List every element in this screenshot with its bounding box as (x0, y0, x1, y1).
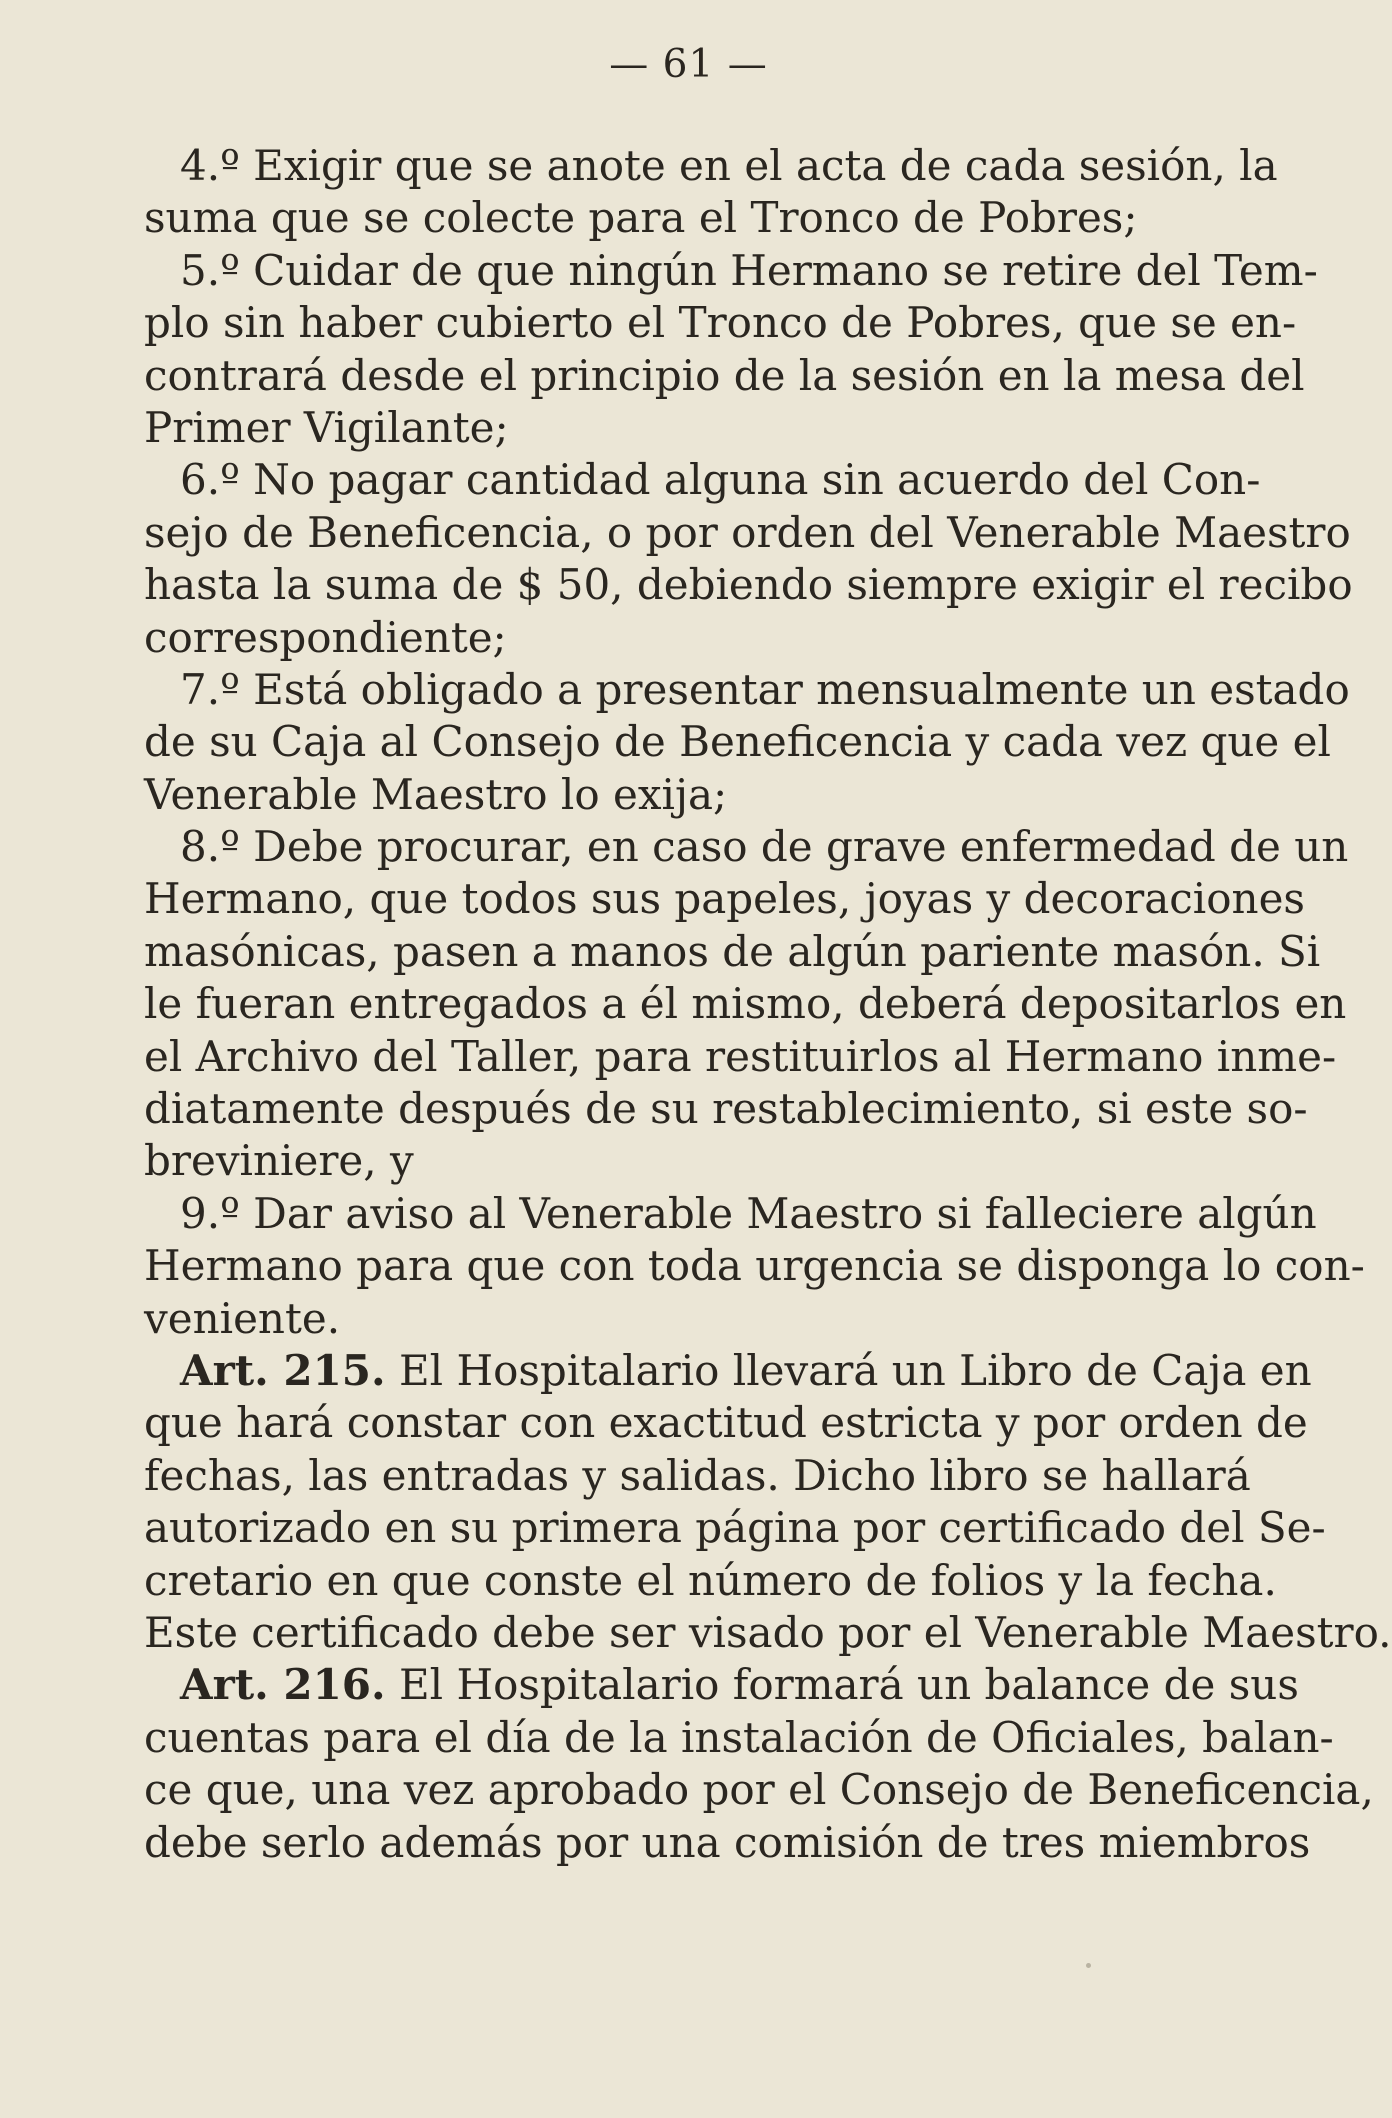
line-text: veniente. (144, 1293, 341, 1343)
line-text: El Hospitalario llevará un Libro de Caja en (385, 1345, 1312, 1395)
line-text: Este certificado debe ser visado por el Venerable Maestro. (144, 1607, 1392, 1657)
line-text: cretario en que conste el número de folios y la fecha. (144, 1555, 1277, 1605)
text-line (144, 821, 1349, 873)
text-line (144, 192, 1211, 244)
text-line (144, 664, 1350, 716)
line-text: 4.º Exigir que se anote en el acta de cada sesión, la (180, 141, 1278, 190)
text-line (144, 350, 1305, 402)
line-text: El Hospitalario formará un balance de sus (385, 1660, 1299, 1710)
line-text: fechas, las entradas y salidas. Dicho libro se hallará (144, 1450, 1251, 1500)
text-line (144, 1502, 1326, 1554)
text-line (144, 1188, 1317, 1240)
line-text: que hará constar con exactitud estricta y por orden de (144, 1398, 1308, 1448)
text-line (144, 978, 1347, 1030)
text-line (144, 1607, 1392, 1659)
text-line (144, 1240, 1365, 1292)
text-line (144, 507, 1351, 559)
text-line (144, 612, 1211, 664)
text-line (144, 559, 1353, 611)
line-text: le fueran entregados a él mismo, deberá depositarlos en (144, 979, 1347, 1029)
text-line (144, 1135, 1211, 1187)
text-line (144, 1083, 1308, 1135)
line-text: Venerable Maestro lo exija; (144, 769, 728, 819)
text-line (144, 769, 1211, 821)
text-line (144, 1397, 1308, 1449)
text-line (144, 1712, 1334, 1764)
line-text: masónicas, pasen a manos de algún pariente masón. Si (144, 926, 1321, 976)
line-text: cuentas para el día de la instalación de Oficiales, balan- (144, 1712, 1334, 1762)
text-line (144, 1450, 1251, 1502)
text-line (144, 140, 1278, 192)
line-text: hasta la suma de $ 50, debiendo siempre exigir el recibo (144, 560, 1353, 610)
speck (1086, 1963, 1091, 1968)
text-line (144, 926, 1321, 978)
text-line (144, 245, 1318, 297)
line-text: 9.º Dar aviso al Venerable Maestro si falleciere algún (180, 1188, 1317, 1238)
line-text: diatamente después de su restablecimiento, si este so- (144, 1084, 1308, 1134)
line-text: 5.º Cuidar de que ningún Hermano se retire del Tem- (180, 245, 1318, 295)
text-line (144, 297, 1297, 349)
line-text: de su Caja al Consejo de Beneficencia y cada vez que el (144, 717, 1331, 767)
line-text: Primer Vigilante; (144, 402, 509, 452)
article-label: Art. 215. (180, 1345, 386, 1395)
line-text: ce que, una vez aprobado por el Consejo de Beneficencia, (144, 1765, 1374, 1815)
line-text: suma que se colecte para el Tronco de Pobres; (144, 193, 1138, 243)
line-text: plo sin haber cubierto el Tronco de Pobres, que se en- (144, 298, 1297, 348)
line-text: 6.º No pagar cantidad alguna sin acuerdo del Con- (180, 455, 1261, 505)
body-text (144, 140, 1392, 1869)
text-line (144, 1345, 1312, 1397)
line-text: breviniere, y (144, 1136, 414, 1186)
article-label: Art. 216. (180, 1660, 386, 1710)
line-text: correspondiente; (144, 612, 507, 662)
text-line (144, 402, 1211, 454)
line-text: Hermano para que con toda urgencia se disponga lo con- (144, 1241, 1365, 1291)
text-line (144, 1659, 1299, 1711)
text-line (144, 716, 1331, 768)
page-number: — 61 — (609, 42, 768, 87)
line-text: debe serlo además por una comisión de tres miembros (144, 1817, 1311, 1867)
text-line (144, 873, 1305, 925)
line-text: 7.º Está obligado a presentar mensualmente un estado (180, 664, 1350, 714)
text-line (144, 1764, 1374, 1816)
line-text: el Archivo del Taller, para restituirlos al Hermano inme- (144, 1031, 1337, 1081)
line-text: autorizado en su primera página por certificado del Se- (144, 1503, 1326, 1553)
text-line (144, 1293, 1211, 1345)
text-line (144, 1555, 1277, 1607)
text-line (144, 454, 1261, 506)
line-text: 8.º Debe procurar, en caso de grave enfermedad de un (180, 822, 1349, 872)
text-line (144, 1031, 1337, 1083)
line-text: Hermano, que todos sus papeles, joyas y decoraciones (144, 874, 1305, 924)
line-text: sejo de Beneficencia, o por orden del Venerable Maestro (144, 507, 1351, 557)
line-text: contrará desde el principio de la sesión en la mesa del (144, 350, 1305, 400)
text-line (144, 1817, 1311, 1869)
